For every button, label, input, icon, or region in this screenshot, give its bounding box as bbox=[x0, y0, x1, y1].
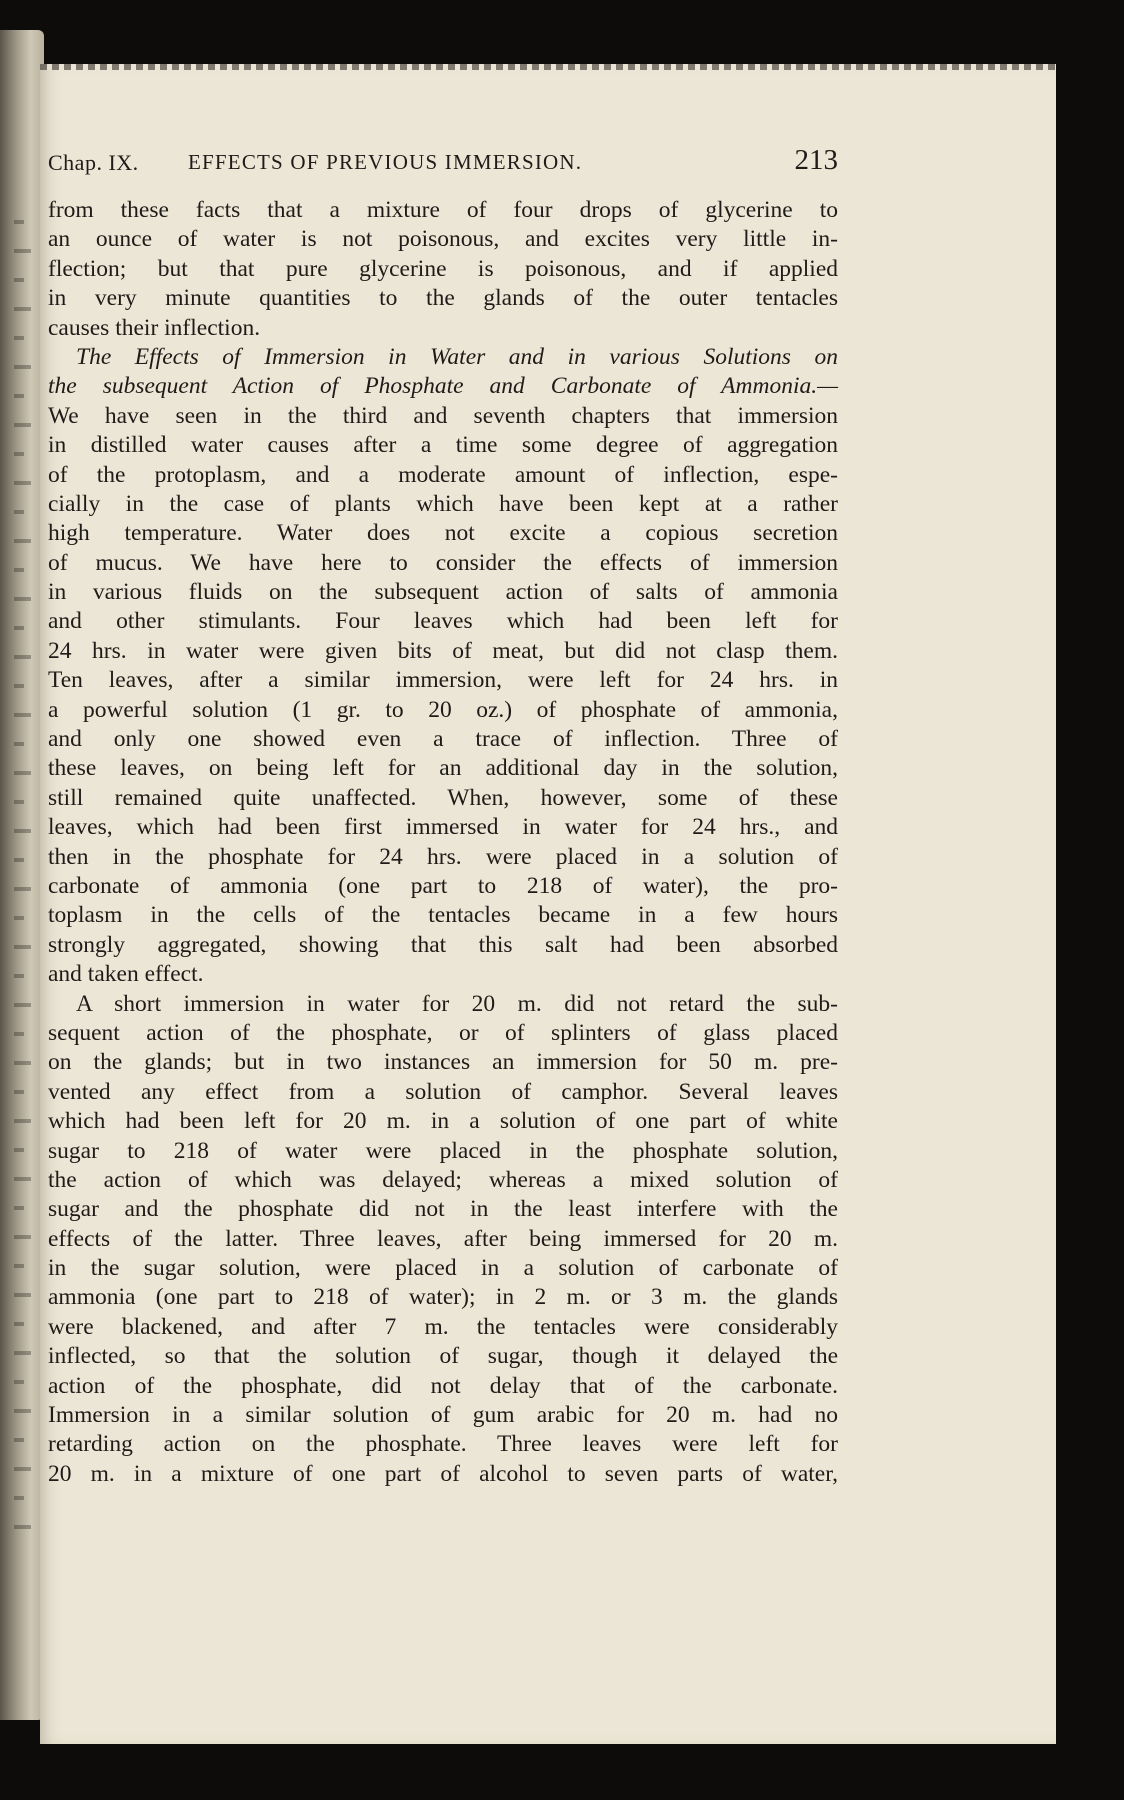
adjacent-page-text-fragment bbox=[14, 249, 31, 253]
adjacent-page-text-fragment bbox=[14, 742, 24, 746]
text-line: 24 hrs. in water were given bits of meat, but did not clasp them. bbox=[48, 637, 838, 664]
text-line: sugar to 218 of water were placed in the phosphate solution, bbox=[48, 1137, 838, 1164]
running-title: EFFECTS OF PREVIOUS IMMERSION. bbox=[188, 150, 583, 174]
text-line: and other stimulants. Four leaves which had been left for bbox=[48, 608, 838, 635]
text-line: effects of the latter. Three leaves, after being immersed for 20 m. bbox=[48, 1225, 838, 1252]
adjacent-page-text-fragment bbox=[14, 1293, 31, 1297]
text-line: in distilled water causes after a time some degree of aggregation bbox=[48, 432, 838, 459]
text-line: the action of which was delayed; whereas a mixed solution of bbox=[48, 1166, 838, 1193]
adjacent-page-text-fragment bbox=[14, 1380, 24, 1384]
adjacent-page-text-fragment bbox=[14, 481, 31, 485]
running-head bbox=[48, 140, 838, 180]
adjacent-page-text-fragment bbox=[14, 713, 31, 717]
adjacent-page-text-fragment bbox=[14, 771, 31, 775]
text-line: We have seen in the third and seventh chapters that immersion bbox=[48, 402, 838, 429]
adjacent-page-text-fragment bbox=[14, 800, 24, 804]
text-line: high temperature. Water does not excite a copious secretion bbox=[48, 520, 838, 547]
text-line: leaves, which had been first immersed in water for 24 hrs., and bbox=[48, 814, 838, 841]
scan-background bbox=[40, 1744, 1056, 1800]
body-text bbox=[48, 196, 838, 1489]
adjacent-page-text-fragment bbox=[14, 1206, 24, 1210]
adjacent-page-text-fragment bbox=[14, 423, 31, 427]
adjacent-page-text-fragment bbox=[14, 568, 24, 572]
text-line: were blackened, and after 7 m. the tentacles were considerably bbox=[48, 1313, 838, 1340]
text-line: which had been left for 20 m. in a solution of one part of white bbox=[48, 1108, 838, 1135]
text-line: retarding action on the phosphate. Three leaves were left for bbox=[48, 1431, 838, 1458]
adjacent-page-text-fragment bbox=[14, 1090, 24, 1094]
text-line: in very minute quantities to the glands of the outer tentacles bbox=[48, 285, 838, 312]
text-line: ammonia (one part to 218 of water); in 2 m. or 3 m. the glands bbox=[48, 1284, 838, 1311]
text-line: in various fluids on the subsequent action of salts of ammonia bbox=[48, 579, 838, 606]
adjacent-page-text-fragment bbox=[14, 1177, 31, 1181]
adjacent-page-text-fragment bbox=[14, 1003, 31, 1007]
adjacent-page-text-fragment bbox=[14, 394, 24, 398]
adjacent-page-text-fragment bbox=[14, 336, 24, 340]
adjacent-page-text-fragment bbox=[14, 278, 24, 282]
text-line: in the sugar solution, were placed in a solution of carbonate of bbox=[48, 1255, 838, 1282]
text-line: A short immersion in water for 20 m. did not retard the sub- bbox=[76, 990, 838, 1017]
adjacent-page-text-fragment bbox=[14, 916, 24, 920]
adjacent-page-text-fragment bbox=[14, 655, 31, 659]
adjacent-page-text-fragment bbox=[14, 1264, 24, 1268]
text-line: carbonate of ammonia (one part to 218 of water), the pro- bbox=[48, 872, 838, 899]
adjacent-page-text-fragment bbox=[14, 1119, 31, 1123]
text-line: a powerful solution (1 gr. to 20 oz.) of phosphate of ammonia, bbox=[48, 696, 838, 723]
text-line: strongly aggregated, showing that this salt had been absorbed bbox=[48, 931, 838, 958]
text-line: on the glands; but in two instances an immersion for 50 m. pre- bbox=[48, 1049, 838, 1076]
text-line: of the protoplasm, and a moderate amount of inflection, espe- bbox=[48, 461, 838, 488]
adjacent-page-edge bbox=[0, 30, 44, 1720]
text-line: of mucus. We have here to consider the effects of immersion bbox=[48, 549, 838, 576]
text-line: vented any effect from a solution of camphor. Several leaves bbox=[48, 1078, 838, 1105]
adjacent-page-text-fragment bbox=[14, 829, 31, 833]
adjacent-page-text-fragment bbox=[14, 539, 31, 543]
text-line: 20 m. in a mixture of one part of alcohol to seven parts of water, bbox=[48, 1460, 838, 1487]
adjacent-page-text-fragment bbox=[14, 1496, 24, 1500]
adjacent-page-text-fragment bbox=[14, 365, 31, 369]
adjacent-page-text-fragment bbox=[14, 945, 31, 949]
text-line: still remained quite unaffected. When, however, some of these bbox=[48, 784, 838, 811]
text-line: and only one showed even a trace of inflection. Three of bbox=[48, 726, 838, 753]
adjacent-page-text-fragment bbox=[14, 1322, 24, 1326]
adjacent-page-text-fragment bbox=[14, 684, 24, 688]
adjacent-page-text-fragment bbox=[14, 1235, 31, 1239]
adjacent-page-text-fragment bbox=[14, 1061, 31, 1065]
page-number: 213 bbox=[794, 144, 838, 176]
adjacent-page-text-fragment bbox=[14, 626, 24, 630]
text-line: flection; but that pure glycerine is poisonous, and if applied bbox=[48, 255, 838, 282]
section-heading-line: The Effects of Immersion in Water and in various Solutions on bbox=[76, 343, 838, 370]
adjacent-page-text-fragment bbox=[14, 220, 24, 224]
section-heading-line: the subsequent Action of Phosphate and Carbonate of Ammonia.— bbox=[48, 373, 838, 400]
adjacent-page-text-fragment bbox=[14, 1438, 24, 1442]
text-line: cially in the case of plants which have been kept at a rather bbox=[48, 490, 838, 517]
text-line: from these facts that a mixture of four drops of glycerine to bbox=[48, 197, 838, 223]
text-line: sequent action of the phosphate, or of splinters of glass placed bbox=[48, 1019, 838, 1046]
adjacent-page-text-fragment bbox=[14, 1148, 24, 1152]
adjacent-page-text-fragment bbox=[14, 510, 24, 514]
adjacent-page-text-fragment bbox=[14, 887, 31, 891]
text-line: Ten leaves, after a similar immersion, were left for 24 hrs. in bbox=[48, 667, 838, 694]
adjacent-page-text-fragment bbox=[14, 974, 24, 978]
text-line: inflected, so that the solution of sugar, though it delayed the bbox=[48, 1343, 838, 1370]
text-line: Immersion in a similar solution of gum arabic for 20 m. had no bbox=[48, 1402, 838, 1429]
text-line: and taken effect. bbox=[48, 961, 204, 988]
text-line: an ounce of water is not poisonous, and excites very little in- bbox=[48, 226, 838, 253]
adjacent-page-text-fragment bbox=[14, 1467, 31, 1471]
text-line: toplasm in the cells of the tentacles became in a few hours bbox=[48, 902, 838, 929]
chapter-label: Chap. IX. bbox=[48, 150, 139, 175]
adjacent-page-text-fragment bbox=[14, 452, 24, 456]
adjacent-page-text-fragment bbox=[14, 1525, 31, 1529]
text-line: causes their inflection. bbox=[48, 314, 261, 341]
adjacent-page-text-fragment bbox=[14, 1351, 31, 1355]
adjacent-page-text-fragment bbox=[14, 597, 31, 601]
adjacent-page-text-fragment bbox=[14, 1409, 31, 1413]
text-line: these leaves, on being left for an additional day in the solution, bbox=[48, 755, 838, 782]
text-line: action of the phosphate, did not delay that of the carbonate. bbox=[48, 1372, 838, 1399]
adjacent-page-text-fragment bbox=[14, 858, 24, 862]
text-line: sugar and the phosphate did not in the least interfere with the bbox=[48, 1196, 838, 1223]
adjacent-page-text-fragment bbox=[14, 1032, 24, 1036]
text-line: then in the phosphate for 24 hrs. were placed in a solution of bbox=[48, 843, 838, 870]
adjacent-page-text-fragment bbox=[14, 307, 31, 311]
